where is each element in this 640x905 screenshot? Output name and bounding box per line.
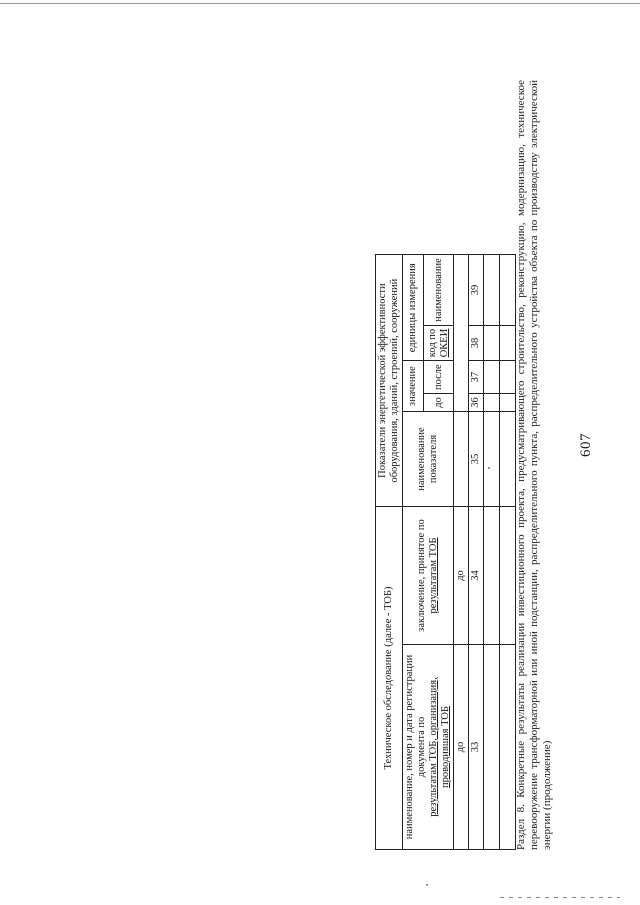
table-cell — [484, 412, 500, 507]
header-tob: Техническое обследование (далее - ТОБ) — [376, 507, 403, 850]
table-cell — [484, 361, 500, 394]
header-value-after: после — [424, 361, 454, 394]
header-value: значение — [403, 361, 424, 412]
header-indicator-name — [403, 412, 454, 507]
table-cell — [500, 325, 516, 361]
table-cell — [500, 412, 516, 507]
table-cell — [484, 645, 500, 850]
header-row-before-labels — [454, 255, 469, 850]
col-number-37: 37 — [469, 361, 484, 394]
table-cell — [484, 325, 500, 361]
col-number-38: 38 — [469, 325, 484, 361]
column-number-row — [469, 255, 484, 850]
header-conclusion-line2: результатам ТОБ — [428, 537, 439, 614]
col-number-36: 36 — [469, 394, 484, 412]
header-energy-efficiency: Показатели энергетической эффективности оборудования, зданий, строений, сооружений — [376, 255, 403, 507]
header-doc-line2: результатам ТОБ, организация, проводившая ТОБ — [428, 677, 451, 817]
table-cell — [484, 394, 500, 412]
header-okei-line2: ОКЕИ — [438, 328, 450, 358]
table-cell — [484, 255, 500, 325]
table-row — [484, 255, 500, 850]
header-units: единицы измерения — [403, 255, 424, 361]
table-container — [375, 254, 516, 850]
col-number-35: 35 — [469, 412, 484, 507]
col-number-34: 34 — [469, 507, 484, 645]
header-doc-before: до — [454, 645, 469, 850]
header-conclusion — [403, 507, 454, 645]
table-cell — [500, 394, 516, 412]
results-table — [375, 254, 516, 850]
header-blank-right — [454, 255, 469, 412]
section-heading: Раздел 8. Конкретные результаты реализации инвестиционного проекта, предусматривающего строительство, реконструкцию, модернизацию, техническое перевооружение трансформаторной или иной подстанции, распределительного пункта, распределительного устройства объекта по производству электрической энергии (продолжение) — [515, 80, 553, 850]
col-number-33: 33 — [469, 645, 484, 850]
page-number: 607 — [578, 433, 594, 457]
table-row — [500, 255, 516, 850]
table-cell — [500, 645, 516, 850]
table-cell — [484, 507, 500, 645]
header-indicator-line2: показателя — [428, 434, 439, 484]
header-conclusion-line1: заключение, принятое по — [416, 519, 427, 632]
header-conclusion-before: до — [454, 507, 469, 645]
col-number-39: 39 — [469, 255, 484, 325]
table-cell — [500, 507, 516, 645]
header-doc — [403, 645, 454, 850]
header-row-groups — [376, 255, 403, 850]
header-indicator-line1: наименование — [416, 427, 427, 491]
header-indicator-blank — [454, 412, 469, 507]
header-okei-line1: код по — [426, 328, 438, 358]
header-value-before: до — [424, 394, 454, 412]
header-okei — [424, 325, 454, 361]
header-unit-name: наименование — [424, 255, 454, 325]
table-cell — [500, 361, 516, 394]
header-doc-line1: наименование, номер и дата регистрации документа по — [404, 654, 427, 840]
header-row-columns — [403, 255, 424, 850]
table-cell — [500, 255, 516, 325]
